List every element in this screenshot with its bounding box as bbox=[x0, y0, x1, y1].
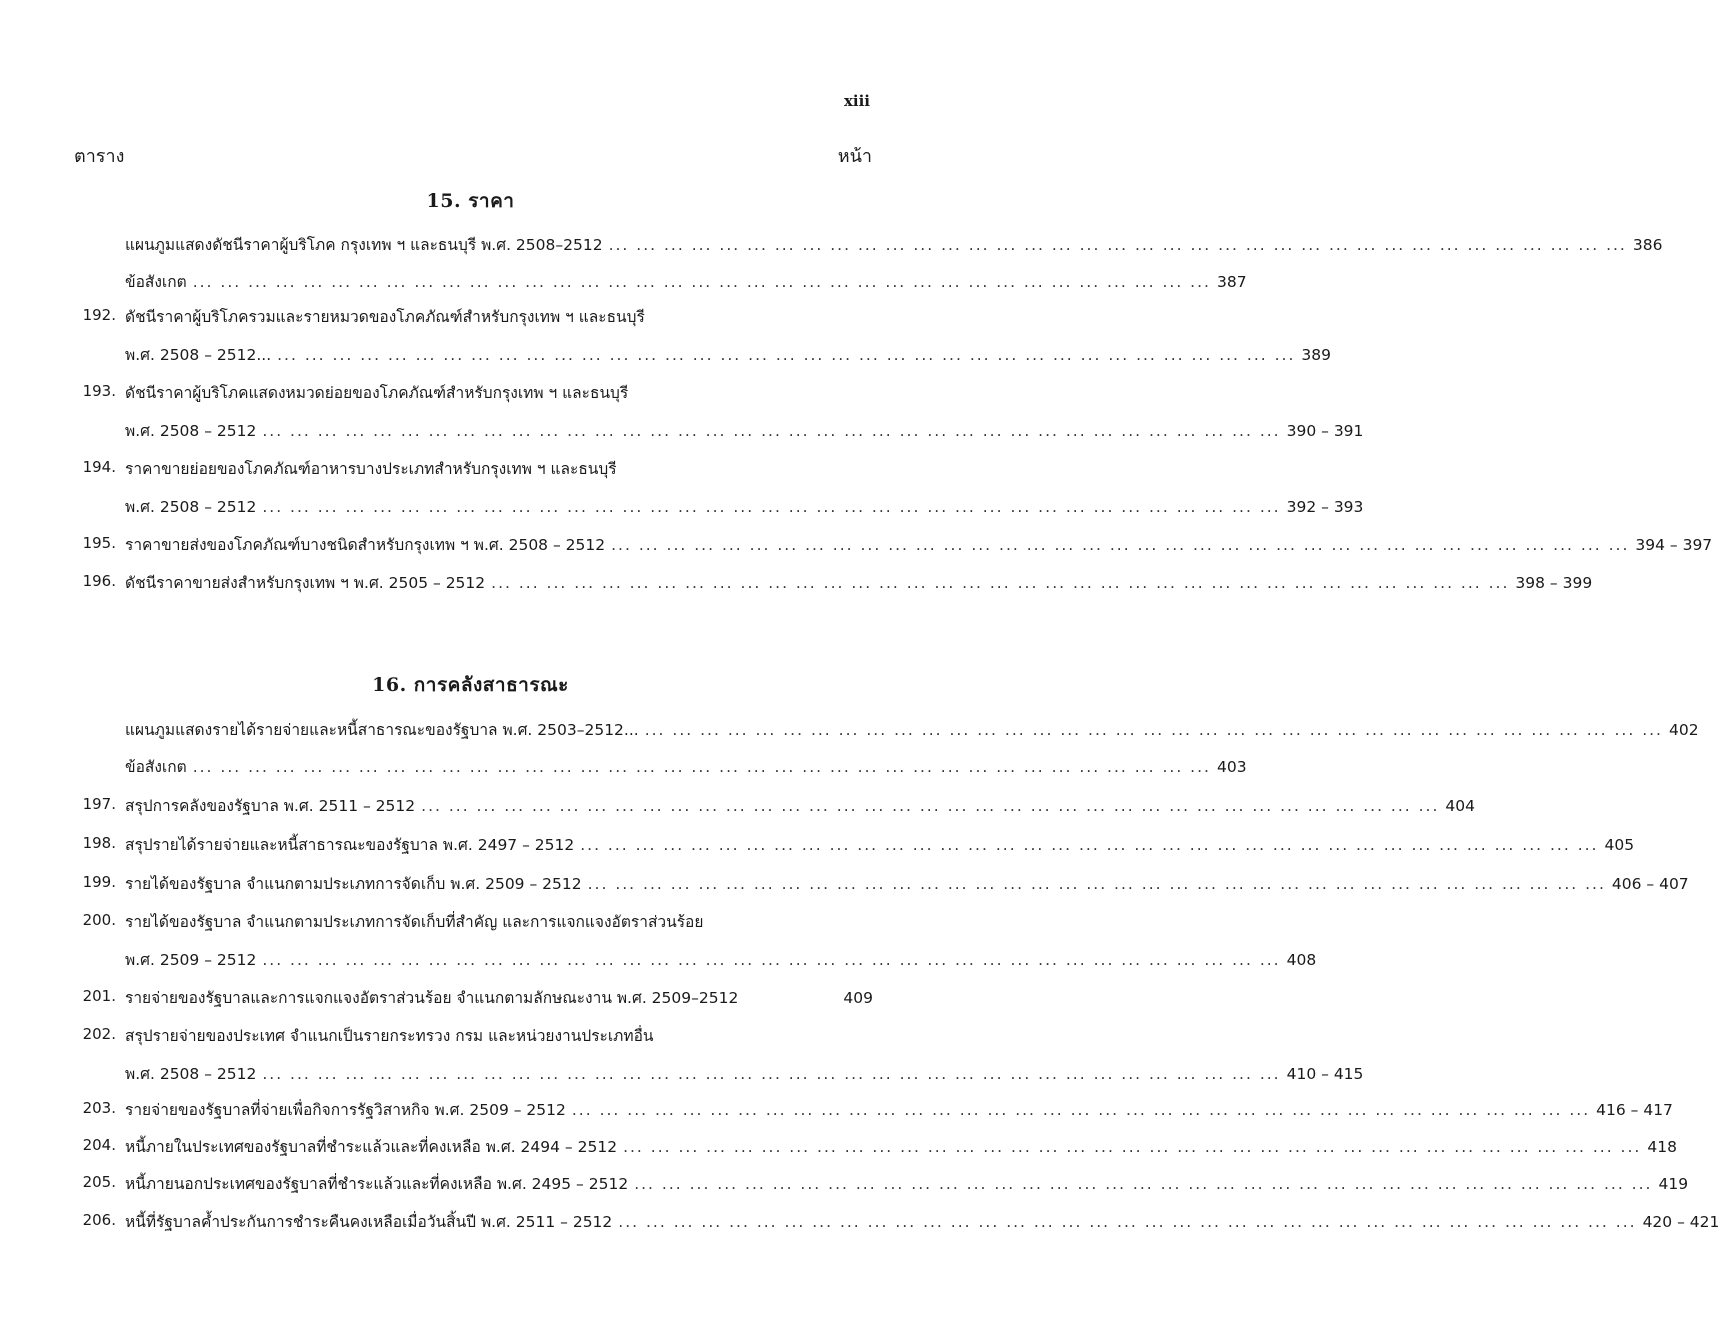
entry-page: 416 – 417 bbox=[1596, 1101, 1673, 1119]
entry-text: ข้อสังเกต bbox=[125, 273, 187, 291]
entry-number: 197. bbox=[82, 795, 116, 813]
leader-dots bbox=[628, 1175, 1658, 1193]
leader-dots bbox=[256, 951, 1286, 969]
entry-text: ดัชนีราคาขายส่งสำหรับกรุงเทพ ฯ พ.ศ. 2505 – 2512 bbox=[125, 574, 486, 592]
entry-number: 201. bbox=[82, 987, 116, 1005]
toc-entry bbox=[125, 985, 873, 1010]
entry-text: หนี้ที่รัฐบาลค้ำประกันการชำระคืนคงเหลือเมื่อวันสิ้นปี พ.ศ. 2511 – 2512 bbox=[125, 1213, 613, 1231]
entry-number: 204. bbox=[82, 1136, 116, 1154]
entry-page: 403 bbox=[1216, 758, 1247, 776]
toc-entry bbox=[125, 570, 1593, 595]
toc-entry bbox=[125, 232, 1663, 257]
entry-text: แผนภูมแสดงรายได้รายจ่ายและหนี้สาธารณะของรัฐบาล พ.ศ. 2503–2512... bbox=[125, 721, 639, 739]
toc-entry bbox=[125, 1023, 873, 1048]
entry-number: 206. bbox=[82, 1211, 116, 1229]
toc-entry bbox=[125, 1097, 1673, 1122]
toc-entry bbox=[125, 269, 1247, 294]
leader-dots bbox=[582, 875, 1612, 893]
entry-page: 389 bbox=[1301, 346, 1331, 364]
toc-entry bbox=[125, 793, 1476, 818]
toc-entry bbox=[125, 342, 1331, 367]
entry-text: พ.ศ. 2509 – 2512 bbox=[125, 951, 257, 969]
toc-entry bbox=[125, 871, 1689, 896]
page-number: xiii bbox=[843, 92, 870, 110]
entry-number: 193. bbox=[82, 382, 116, 400]
entry-page: 408 bbox=[1286, 951, 1317, 969]
entry-page: 404 bbox=[1445, 797, 1476, 815]
leader-dots bbox=[187, 758, 1217, 776]
entry-text: สรุปรายจ่ายของประเทศ จำแนกเป็นรายกระทรวง กรม และหน่วยงานประเภทอื่น bbox=[125, 1027, 654, 1045]
leader-dots bbox=[187, 273, 1217, 291]
leader-dots bbox=[415, 797, 1445, 815]
entry-page: 418 bbox=[1647, 1138, 1677, 1156]
leader-dots bbox=[256, 1065, 1286, 1083]
entry-number: 205. bbox=[82, 1173, 116, 1191]
toc-entry bbox=[125, 717, 1699, 742]
entry-number: 196. bbox=[82, 572, 116, 590]
toc-entry bbox=[125, 754, 1247, 779]
entry-text: รายจ่ายของรัฐบาลที่จ่ายเพื่อกิจการรัฐวิสาหกิจ พ.ศ. 2509 – 2512 bbox=[125, 1101, 566, 1119]
entry-page: 409 bbox=[843, 989, 873, 1007]
leader-dots bbox=[256, 422, 1286, 440]
entry-text: รายได้ของรัฐบาล จำแนกตามประเภทการจัดเก็บ พ.ศ. 2509 – 2512 bbox=[125, 875, 582, 893]
entry-text: รายจ่ายของรัฐบาลและการแจกแจงอัตราส่วนร้อย จำแนกตามลักษณะงาน พ.ศ. 2509–2512 bbox=[125, 989, 739, 1007]
entry-text: พ.ศ. 2508 – 2512 bbox=[125, 498, 257, 516]
leader-dots bbox=[485, 574, 1515, 592]
toc-entry bbox=[125, 1061, 1364, 1086]
entry-page: 410 – 415 bbox=[1286, 1065, 1364, 1083]
toc-entry bbox=[125, 380, 873, 405]
toc-entry bbox=[125, 832, 1635, 857]
entry-text: ราคาขายส่งของโภคภัณฑ์บางชนิดสำหรับกรุงเทพ ฯ พ.ศ. 2508 – 2512 bbox=[125, 536, 606, 554]
entry-page: 386 bbox=[1632, 236, 1663, 254]
entry-text: พ.ศ. 2508 – 2512... bbox=[125, 346, 272, 364]
leader-dots bbox=[605, 536, 1635, 554]
entry-page: 402 bbox=[1668, 721, 1699, 739]
entry-page: 398 – 399 bbox=[1515, 574, 1593, 592]
entry-text: พ.ศ. 2508 – 2512 bbox=[125, 422, 257, 440]
toc-entry bbox=[125, 532, 1713, 557]
entry-number: 199. bbox=[82, 873, 116, 891]
entry-text: ดัชนีราคาผู้บริโภครวมและรายหมวดของโภคภัณฑ์สำหรับกรุงเทพ ฯ และธนบุรี bbox=[125, 308, 645, 326]
entry-number: 194. bbox=[82, 458, 116, 476]
leader-dots bbox=[256, 498, 1286, 516]
entry-number: 202. bbox=[82, 1025, 116, 1043]
entry-page: 420 – 421 bbox=[1642, 1213, 1719, 1231]
toc-entry bbox=[125, 304, 873, 329]
toc-entry bbox=[125, 456, 873, 481]
entry-page: 419 bbox=[1658, 1175, 1689, 1193]
leader-dots bbox=[612, 1213, 1642, 1231]
toc-entry bbox=[125, 909, 873, 934]
entry-number: 192. bbox=[82, 306, 116, 324]
section-heading-16: 16. การคลังสาธารณะ bbox=[372, 674, 569, 696]
entry-page: 405 bbox=[1604, 836, 1635, 854]
leader-dots bbox=[603, 236, 1633, 254]
entry-page: 394 – 397 bbox=[1635, 536, 1713, 554]
column-header-page: หน้า bbox=[837, 146, 872, 167]
entry-page: 390 – 391 bbox=[1286, 422, 1364, 440]
leader-dots bbox=[574, 836, 1604, 854]
entry-text: ข้อสังเกต bbox=[125, 758, 187, 776]
entry-text: หนี้ภายนอกประเทศของรัฐบาลที่ชำระแล้วและที่คงเหลือ พ.ศ. 2495 – 2512 bbox=[125, 1175, 629, 1193]
entry-text: สรุปรายได้รายจ่ายและหนี้สาธารณะของรัฐบาล พ.ศ. 2497 – 2512 bbox=[125, 836, 575, 854]
entry-page: 392 – 393 bbox=[1286, 498, 1364, 516]
entry-number: 200. bbox=[82, 911, 116, 929]
entry-text: ดัชนีราคาผู้บริโภคแสดงหมวดย่อยของโภคภัณฑ์สำหรับกรุงเทพ ฯ และธนบุรี bbox=[125, 384, 629, 402]
toc-entry bbox=[125, 1171, 1689, 1196]
entry-text: สรุปการคลังของรัฐบาล พ.ศ. 2511 – 2512 bbox=[125, 797, 416, 815]
toc-entry bbox=[125, 947, 1317, 972]
column-header-table: ตาราง bbox=[74, 146, 125, 167]
entry-number: 198. bbox=[82, 834, 116, 852]
entry-page: 406 – 407 bbox=[1611, 875, 1689, 893]
leader-dots bbox=[566, 1101, 1596, 1119]
entry-text: แผนภูมแสดงดัชนีราคาผู้บริโภค กรุงเทพ ฯ และธนบุรี พ.ศ. 2508–2512 bbox=[125, 236, 603, 254]
section-heading-15: 15. ราคา bbox=[426, 190, 515, 212]
toc-entry bbox=[125, 418, 1364, 443]
leader-dots bbox=[271, 346, 1301, 364]
toc-entry bbox=[125, 1134, 1677, 1159]
entry-text: พ.ศ. 2508 – 2512 bbox=[125, 1065, 257, 1083]
toc-entry bbox=[125, 494, 1364, 519]
entry-text: ราคาขายย่อยของโภคภัณฑ์อาหารบางประเภทสำหรับกรุงเทพ ฯ และธนบุรี bbox=[125, 460, 617, 478]
leader-dots bbox=[639, 721, 1669, 739]
entry-number: 195. bbox=[82, 534, 116, 552]
entry-number: 203. bbox=[82, 1099, 116, 1117]
entry-page: 387 bbox=[1216, 273, 1247, 291]
leader-dots bbox=[617, 1138, 1647, 1156]
entry-text: รายได้ของรัฐบาล จำแนกตามประเภทการจัดเก็บที่สำคัญ และการแจกแจงอัตราส่วนร้อย bbox=[125, 913, 704, 931]
entry-text: หนี้ภายในประเทศของรัฐบาลที่ชำระแล้วและที่คงเหลือ พ.ศ. 2494 – 2512 bbox=[125, 1138, 618, 1156]
toc-entry bbox=[125, 1209, 1719, 1234]
